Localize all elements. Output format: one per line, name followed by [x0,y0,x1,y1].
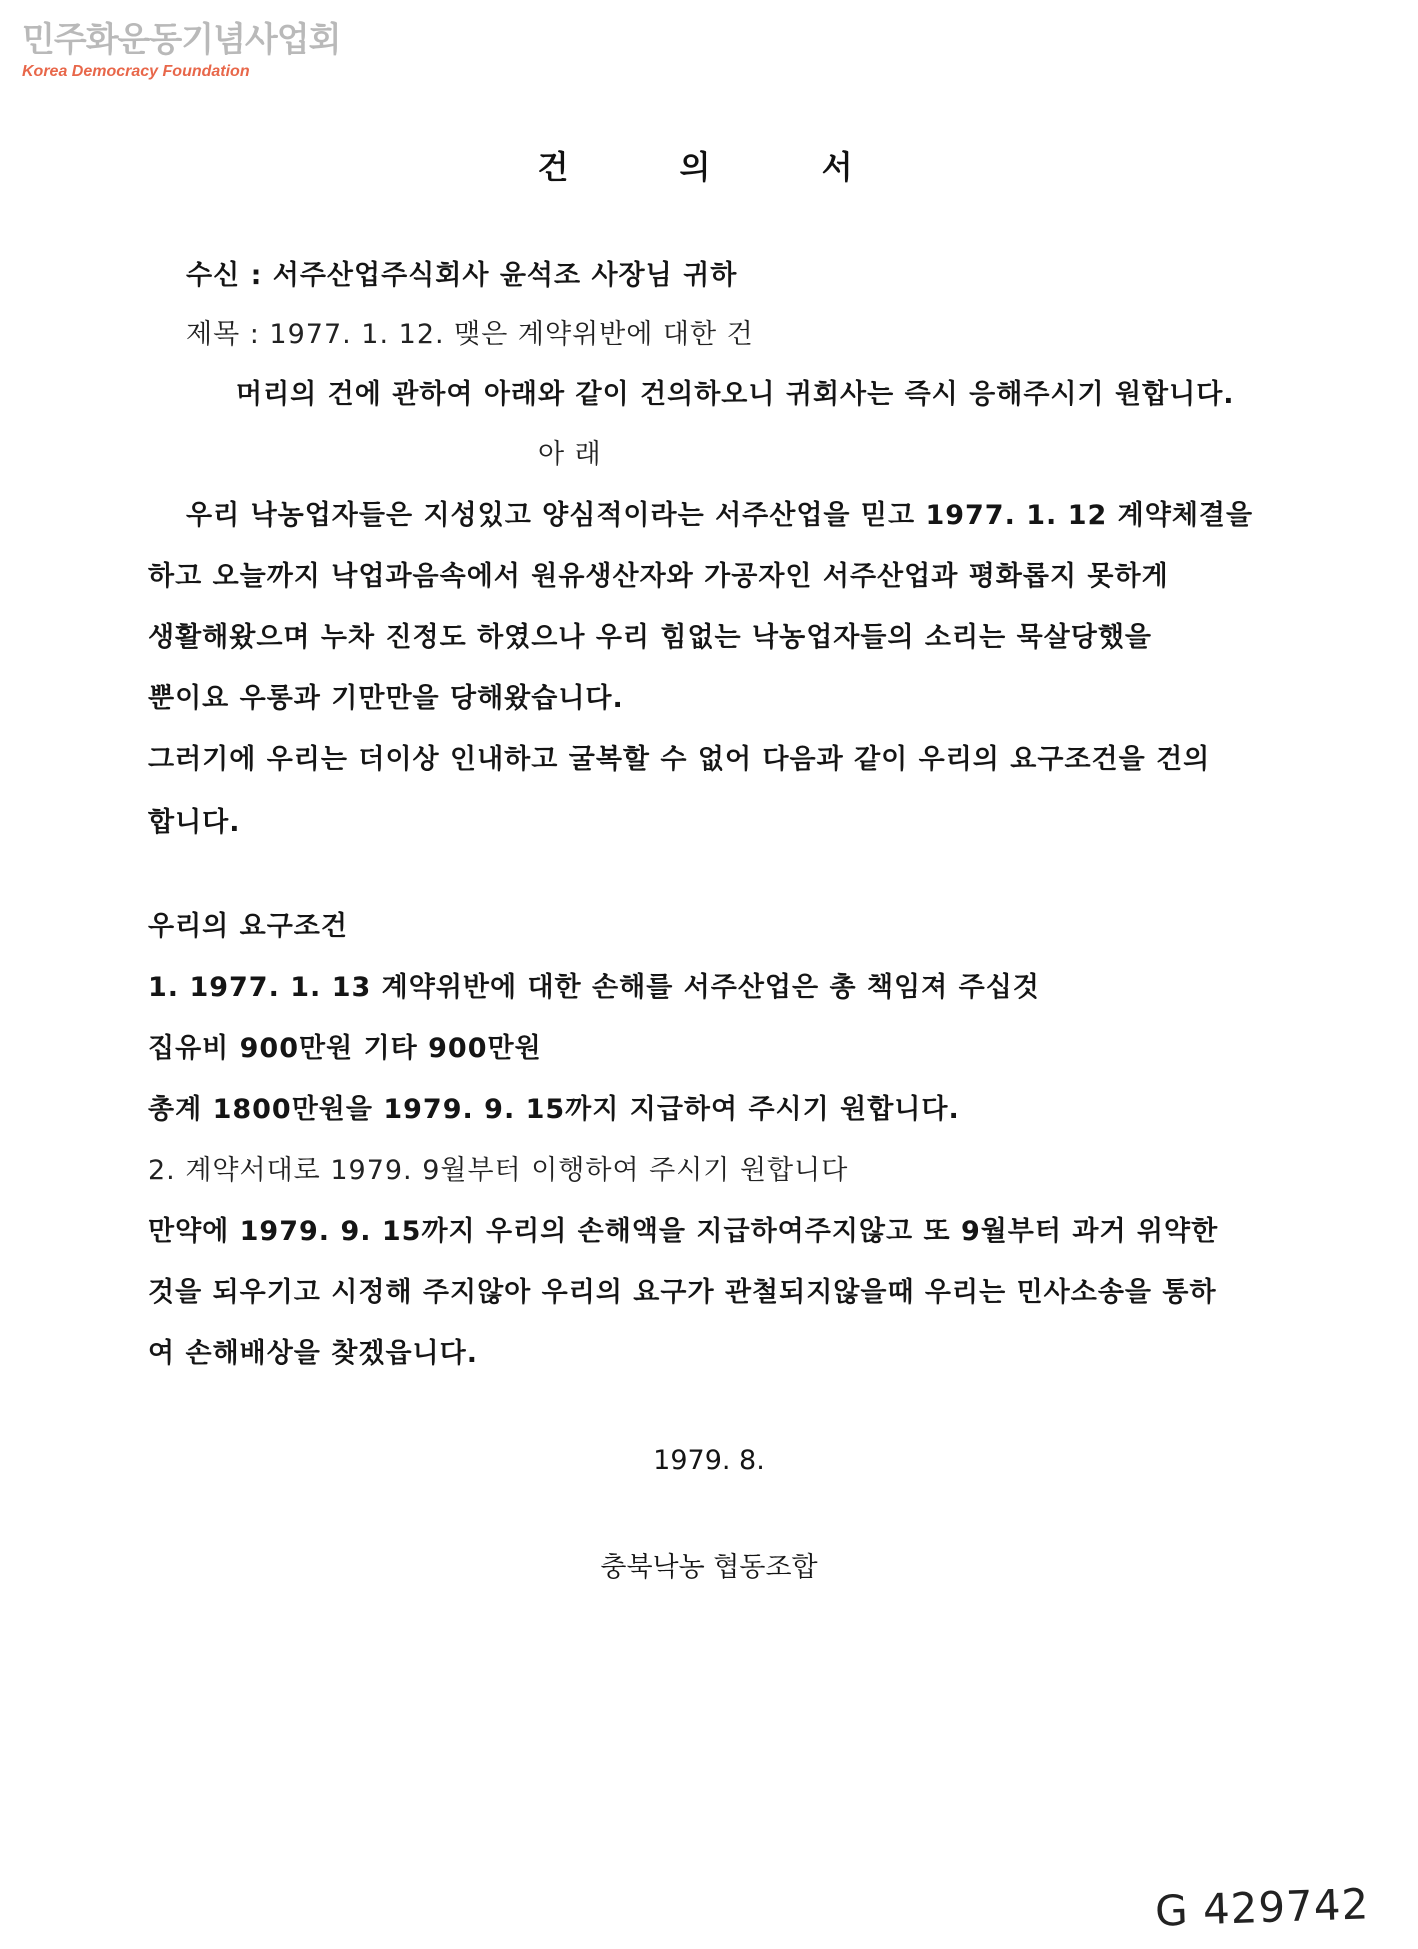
body-line-6: 합니다. [148,807,241,838]
watermark-english: Korea Democracy Foundation [22,63,250,80]
body-line-4: 뿐이요 우롱과 기만만을 당해왔습니다. [148,683,624,714]
recipient-line: 수신 : 서주산업주식회사 윤석조 사장님 귀하 [186,260,738,291]
body-line-1: 우리 낙농업자들은 지성있고 양심적이라는 서주산업을 믿고 1977. 1. 12 계약체결을 [186,500,1254,531]
demand-line-1: 1. 1977. 1. 13 계약위반에 대한 손해를 서주산업은 총 책임져 주십것 [148,972,1040,1003]
handwritten-archive-number: G 429742 [1154,1879,1371,1936]
body-line-3: 생활해왔으며 누차 진정도 하였으나 우리 힘없는 낙농업자들의 소리는 묵살당했을 [148,622,1152,653]
body-line-5: 그러기에 우리는 더이상 인내하고 굴복할 수 없어 다음과 같이 우리의 요구조건을 건의 [148,744,1211,775]
watermark [22,20,340,82]
intro-line: 머리의 건에 관하여 아래와 같이 건의하오니 귀회사는 즉시 응해주시기 원합니다. [236,379,1235,410]
subject-line: 제목 : 1977. 1. 12. 맺은 계약위반에 대한 건 [186,319,754,350]
demand-line-4: 2. 계약서대로 1979. 9월부터 이행하여 주시기 원합니다 [148,1155,849,1186]
demand-line-2: 집유비 900만원 기타 900만원 [148,1033,542,1064]
body-line-2: 하고 오늘까지 낙업과음속에서 원유생산자와 가공자인 서주산업과 평화롭지 못하게 [148,561,1169,592]
demand-line-3: 총계 1800만원을 1979. 9. 15까지 지급하여 주시기 원합니다. [148,1094,960,1125]
demand-line-7: 여 손해배상을 찾겠읍니다. [148,1338,478,1369]
document-date: 1979. 8. [653,1445,765,1476]
demand-line-6: 것을 되우기고 시정해 주지않아 우리의 요구가 관철되지않을때 우리는 민사소송을 통하 [148,1277,1217,1308]
watermark-korean: 민주화운동기념사업회 [22,20,341,60]
demand-line-5: 만약에 1979. 9. 15까지 우리의 손해액을 지급하여주지않고 또 9월부터 과거 위약한 [148,1216,1219,1247]
demands-heading: 우리의 요구조건 [148,911,348,942]
below-heading: 아 래 [538,439,602,470]
document-title: 건 의 서 [537,148,903,186]
sender-name: 충북낙농 협동조합 [600,1552,818,1583]
